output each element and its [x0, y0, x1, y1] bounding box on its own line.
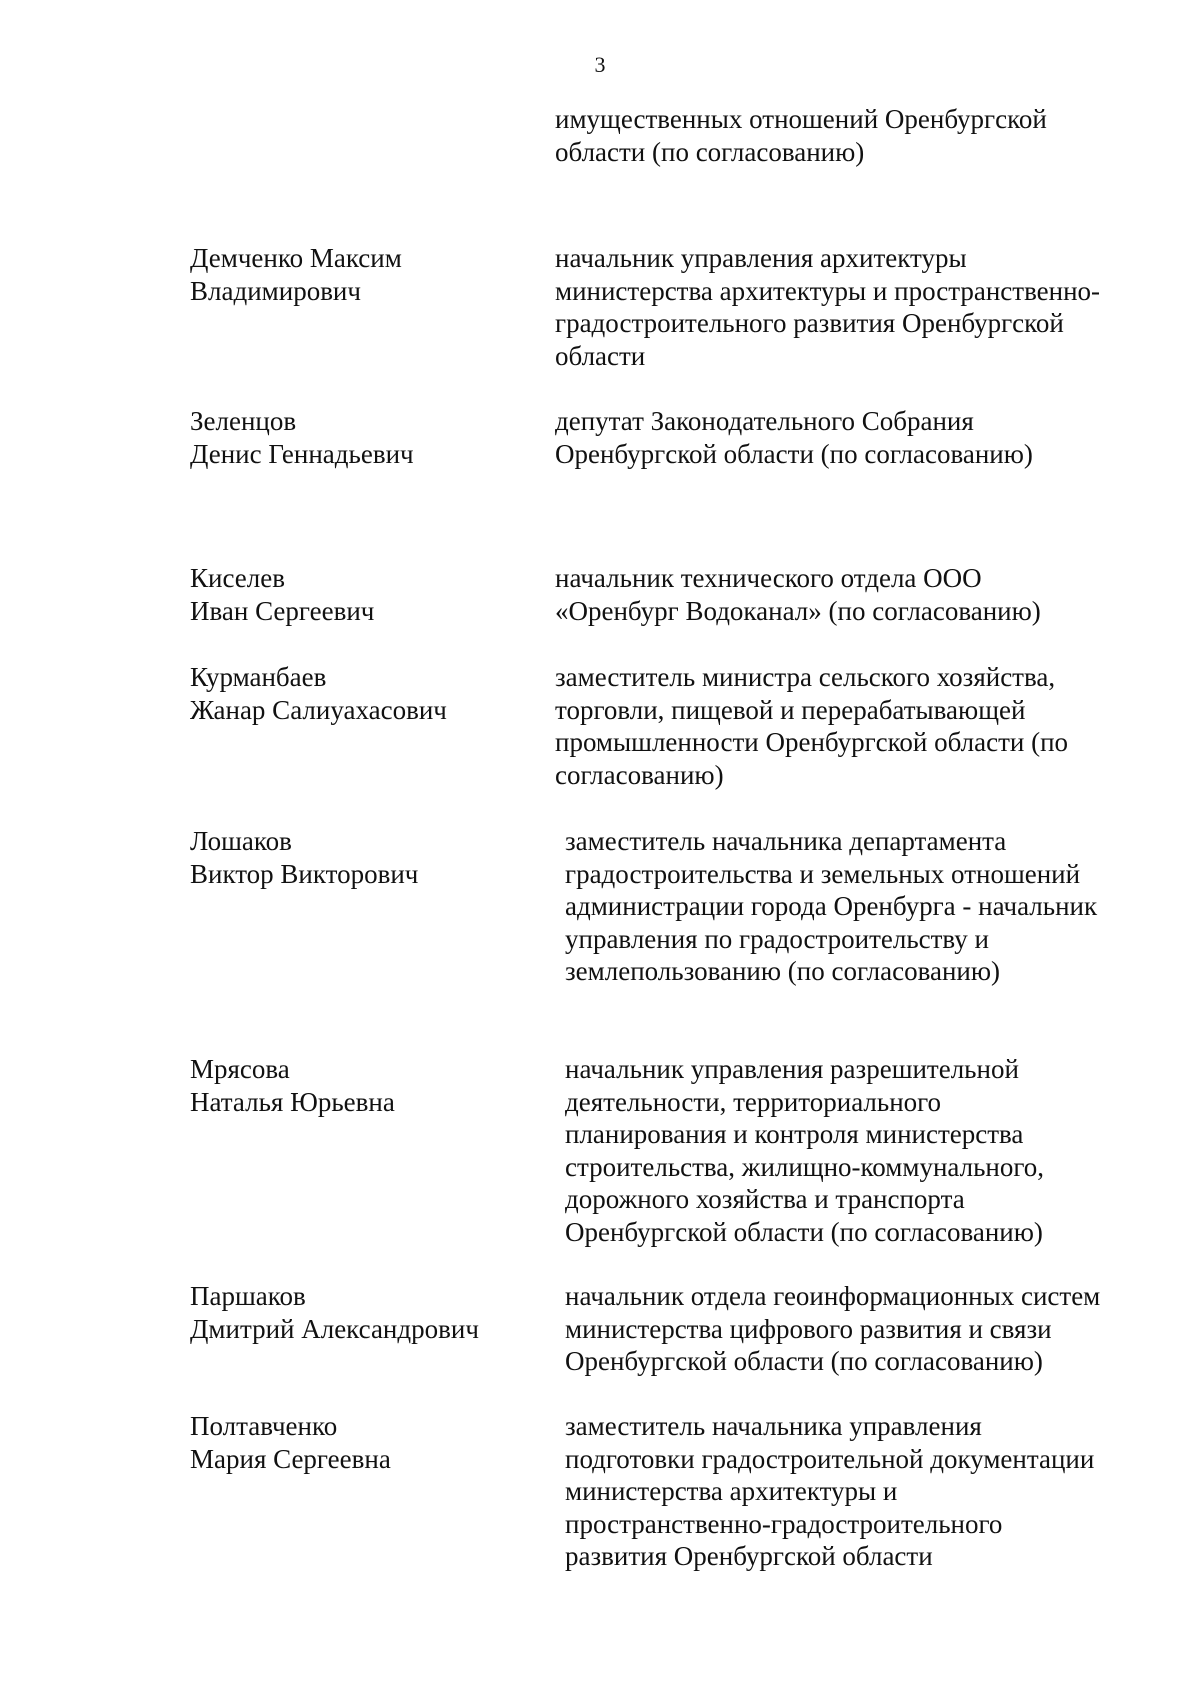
member-position: [565, 825, 1165, 988]
name-line: Лошаков: [190, 826, 292, 856]
member-name: [190, 562, 520, 627]
position-line: управления по градостроительству и: [565, 923, 989, 954]
name-line: Иван Сергеевич: [190, 595, 375, 626]
position-line: строительства, жилищно-коммунального,: [565, 1151, 1045, 1182]
position-line: пространственно-градостроительного: [565, 1508, 1003, 1539]
position-line: деятельности, территориального: [565, 1086, 942, 1117]
member-name: [190, 242, 520, 307]
position-line: дорожного хозяйства и транспорта: [565, 1184, 965, 1214]
position-line: министерства цифрового развития и связи: [565, 1313, 1052, 1344]
position-line: администрации города Оренбурга - начальник: [565, 891, 1098, 921]
name-line: Денис Геннадьевич: [190, 438, 414, 469]
member-name: [190, 1280, 520, 1345]
member-position: [555, 562, 1155, 627]
member-position: [565, 1280, 1165, 1378]
name-line: Демченко Максим: [190, 243, 402, 273]
position-line: промышленности Оренбургской области (по: [555, 727, 1069, 757]
name-line: Виктор Викторович: [190, 858, 419, 889]
position-line: подготовки градостроительной документации: [565, 1443, 1095, 1474]
position-line: заместитель начальника департамента: [565, 826, 1007, 856]
member-position: [555, 242, 1155, 372]
name-line: Жанар Салиуахасович: [190, 694, 447, 725]
position-line: градостроительства и земельных отношений: [565, 858, 1081, 889]
name-line: Полтавченко: [190, 1411, 338, 1441]
name-line: Киселев: [190, 563, 285, 593]
page-number: 3: [594, 52, 606, 77]
member-position: [555, 661, 1155, 791]
position-line: начальник управления разрешительной: [565, 1054, 1019, 1084]
member-name: [190, 825, 520, 890]
position-line: депутат Законодательного Собрания: [555, 406, 974, 436]
position-line: «Оренбург Водоканал» (по согласованию): [555, 595, 1041, 626]
position-line: начальник технического отдела ООО: [555, 563, 982, 593]
position-line: Оренбургской области (по согласованию): [565, 1216, 1043, 1247]
name-line: Паршаков: [190, 1281, 306, 1311]
position-line: начальник отдела геоинформационных систем: [565, 1281, 1101, 1311]
member-name: [190, 661, 520, 726]
position-line: министерства архитектуры и пространственно-: [555, 275, 1101, 306]
position-line: градостроительного развития Оренбургской: [555, 308, 1064, 338]
name-line: Зеленцов: [190, 406, 297, 436]
name-line: Наталья Юрьевна: [190, 1086, 395, 1117]
continuation-line: имущественных отношений Оренбургской: [555, 104, 1047, 134]
name-line: Мария Сергеевна: [190, 1443, 391, 1474]
position-line: торговли, пищевой и перерабатывающей: [555, 694, 1026, 725]
position-line: согласованию): [555, 759, 724, 790]
member-position: [555, 405, 1155, 470]
position-line: Оренбургской области (по согласованию): [565, 1346, 1043, 1376]
position-line: начальник управления архитектуры: [555, 243, 967, 273]
name-line: Мрясова: [190, 1054, 290, 1084]
position-line: землепользованию (по согласованию): [565, 956, 1001, 986]
position-line: Оренбургской области (по согласованию): [555, 438, 1033, 469]
name-line: Владимирович: [190, 275, 361, 306]
name-line: Курманбаев: [190, 662, 327, 692]
member-name: [190, 1410, 520, 1475]
continuation-line: области (по согласованию): [555, 136, 865, 167]
member-position: [565, 1410, 1165, 1573]
position-line: заместитель начальника управления: [565, 1411, 982, 1441]
name-line: Дмитрий Александрович: [190, 1313, 479, 1344]
position-line: развития Оренбургской области: [565, 1541, 933, 1571]
position-line: планирования и контроля министерства: [565, 1119, 1024, 1149]
member-name: [190, 1053, 520, 1118]
position-line: заместитель министра сельского хозяйства,: [555, 662, 1056, 692]
position-line: области: [555, 340, 646, 371]
position-line: министерства архитектуры и: [565, 1476, 898, 1506]
member-name: [190, 405, 520, 470]
member-position: [565, 1053, 1165, 1248]
